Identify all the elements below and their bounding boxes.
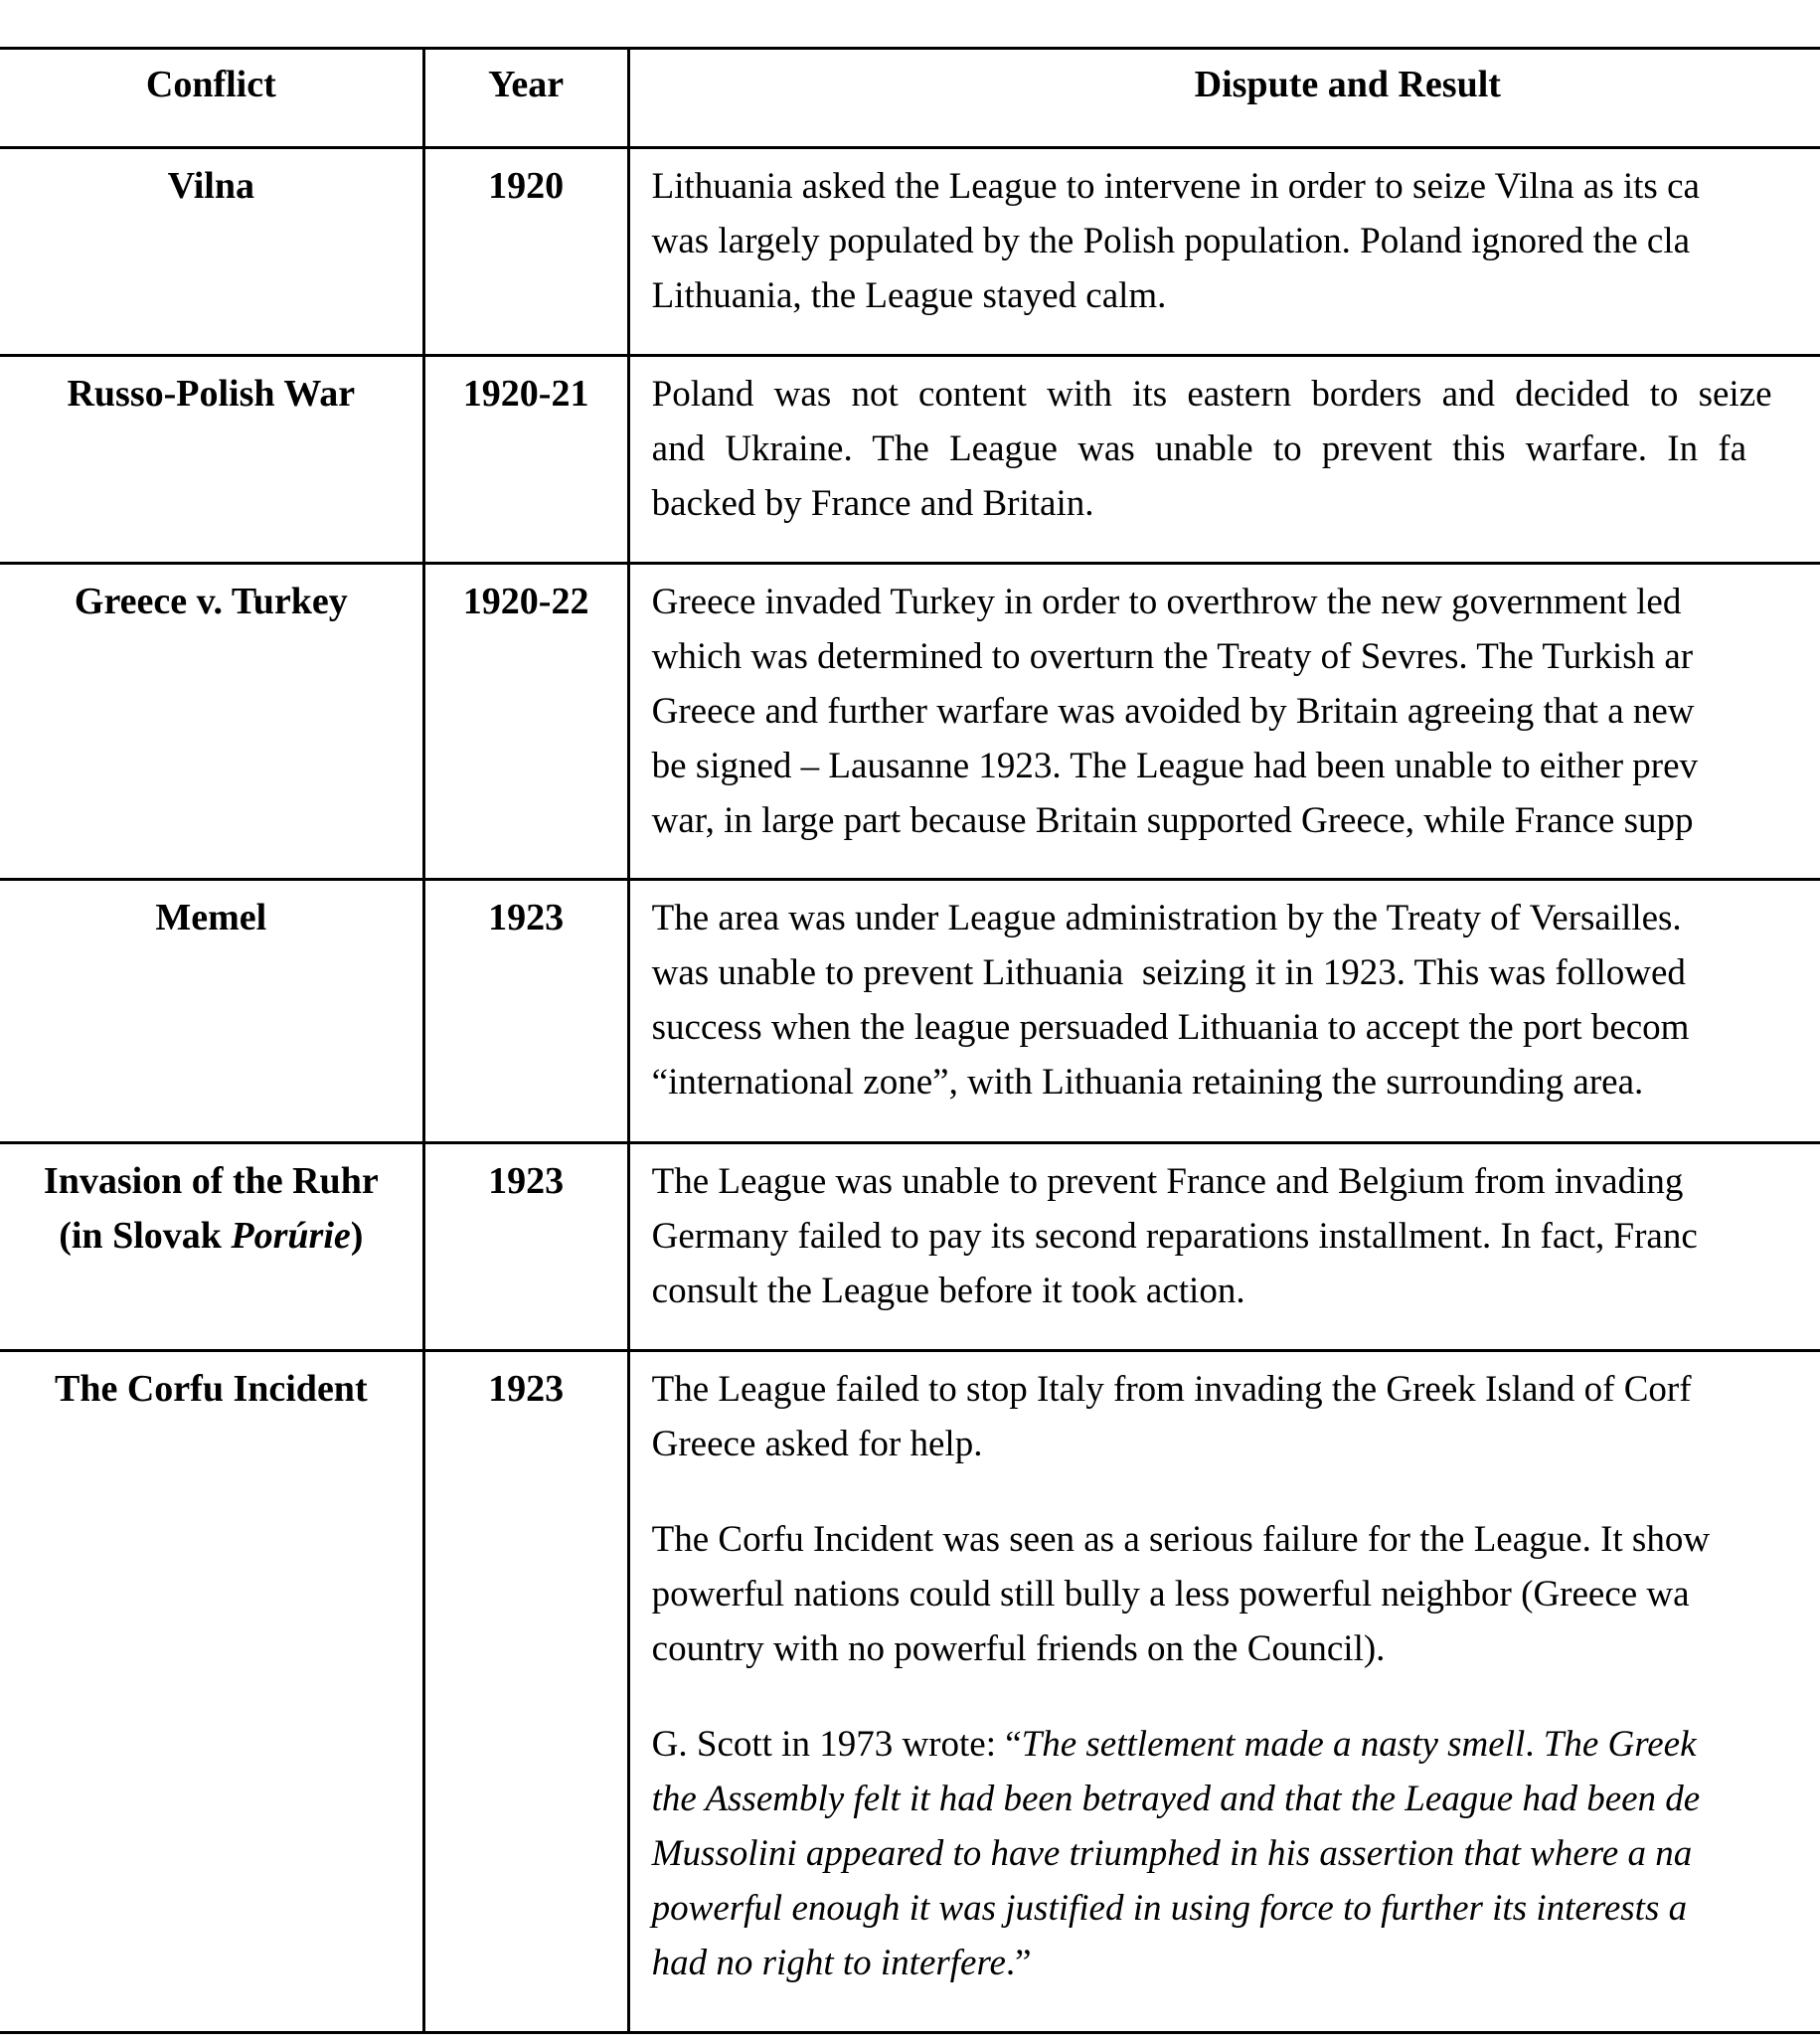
quote-punct: .” (1005, 1943, 1032, 1983)
dispute-cell (628, 148, 1820, 356)
quote-punct: . (1525, 1724, 1535, 1765)
line: Greece invaded Turkey in order to overthrow the new government led (651, 582, 1682, 622)
quote-line: Mussolini appeared to have triumphed in his assertion that where a na (651, 1833, 1693, 1874)
conflict-line (0, 1209, 422, 1264)
quote-paragraph (652, 1717, 1820, 1990)
header-dispute: Dispute and Result (628, 49, 1820, 148)
conflicts-table (0, 47, 1820, 2034)
attribution-text: G. Scott in 1973 wrote: “ (651, 1724, 1022, 1765)
table-row (0, 148, 1820, 356)
year-cell: 1923 (423, 880, 628, 1143)
conflict-text: ) (350, 1215, 364, 1257)
line: be signed – Lausanne 1923. The League had been unable to either prev (651, 746, 1699, 786)
conflict-line: Invasion of the Ruhr (43, 1160, 379, 1202)
line: “international zone”, with Lithuania retaining the surrounding area. (651, 1062, 1644, 1103)
header-year: Year (423, 49, 628, 148)
line: The League failed to stop Italy from invading the Greek Island of Corf (651, 1369, 1692, 1410)
year-cell: 1920-22 (423, 564, 628, 880)
header-row (0, 49, 1820, 148)
quote-text: The Greek (1534, 1724, 1697, 1765)
quote-text: had no right to interfere (651, 1943, 1006, 1983)
year-cell: 1923 (423, 1143, 628, 1351)
line: consult the League before it took action. (651, 1271, 1245, 1311)
conflict-cell: Vilna (0, 148, 423, 356)
line: country with no powerful friends on the Council). (651, 1628, 1386, 1669)
year-cell: 1920 (423, 148, 628, 356)
line: The League was unable to prevent France and Belgium from invading (651, 1161, 1684, 1202)
year-cell: 1923 (423, 1351, 628, 2033)
paragraph (652, 1512, 1820, 1676)
paragraph (652, 1362, 1820, 1471)
dispute-cell (628, 564, 1820, 880)
quote-line: the Assembly felt it had been betrayed and that the League had been de (651, 1779, 1701, 1819)
conflict-text: (in Slovak (59, 1215, 232, 1257)
line: and Ukraine. The League was unable to prevent this warfare. In fa (651, 428, 1747, 469)
line: Germany failed to pay its second reparations installment. In fact, Franc (651, 1216, 1698, 1257)
line: Poland was not content with its eastern borders and decided to seize (651, 374, 1772, 415)
line: Lithuania, the League stayed calm. (651, 275, 1167, 316)
line: Lithuania asked the League to intervene in order to seize Vilna as its ca (651, 166, 1700, 207)
dispute-cell (628, 1143, 1820, 1351)
table-row (0, 1143, 1820, 1351)
line: The Corfu Incident was seen as a serious failure for the League. It show (651, 1519, 1711, 1560)
conflict-cell: Memel (0, 880, 423, 1143)
conflict-cell (0, 1143, 423, 1351)
line: powerful nations could still bully a less powerful neighbor (Greece wa (651, 1574, 1690, 1615)
header-conflict: Conflict (0, 49, 423, 148)
table-row (0, 564, 1820, 880)
line: backed by France and Britain. (651, 483, 1094, 524)
dispute-cell (628, 356, 1820, 564)
table-row (0, 1351, 1820, 2033)
year-cell: 1920-21 (423, 356, 628, 564)
quote-line: powerful enough it was justified in using force to further its interests a (651, 1888, 1688, 1929)
conflict-cell: Russo-Polish War (0, 356, 423, 564)
line: was largely populated by the Polish population. Poland ignored the cla (651, 221, 1691, 261)
line: The area was under League administration by the Treaty of Versailles. (651, 898, 1682, 938)
line: war, in large part because Britain supported Greece, while France supp (651, 800, 1694, 841)
table-row (0, 356, 1820, 564)
conflict-italic-text: Porúrie (231, 1215, 351, 1257)
line: was unable to prevent Lithuania seizing it in 1923. This was followed (651, 952, 1686, 993)
dispute-cell (628, 1351, 1820, 2033)
table-row (0, 880, 1820, 1143)
line (652, 1717, 1820, 1772)
quote-text: The settlement made a nasty smell (1021, 1724, 1526, 1765)
dispute-cell (628, 880, 1820, 1143)
line: Greece and further warfare was avoided by Britain agreeing that a new (651, 691, 1695, 732)
line (652, 1936, 1820, 1990)
conflict-cell: The Corfu Incident (0, 1351, 423, 2033)
line: Greece asked for help. (651, 1424, 983, 1464)
line: which was determined to overturn the Treaty of Sevres. The Turkish ar (651, 636, 1694, 677)
conflict-cell: Greece v. Turkey (0, 564, 423, 880)
line: success when the league persuaded Lithuania to accept the port becom (651, 1007, 1690, 1048)
